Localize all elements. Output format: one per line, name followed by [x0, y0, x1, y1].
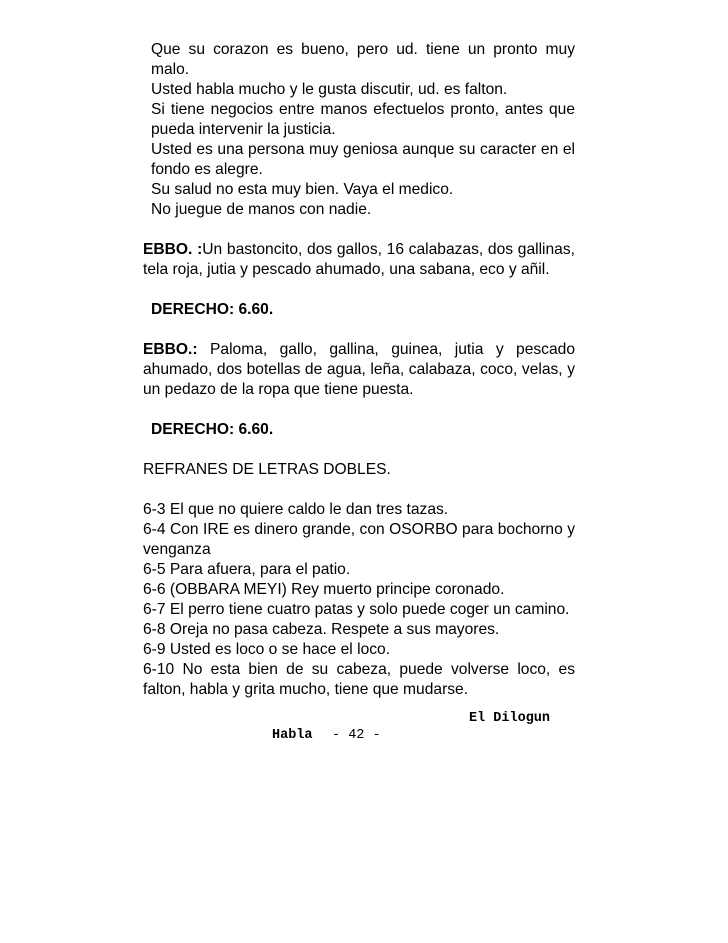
refran-item: 6-10 No esta bien de su cabeza, puede volverse loco, es falton, habla y grita mucho, tiene que mudarse. [143, 661, 575, 698]
ebbo-paragraph [143, 240, 575, 280]
derecho-heading: DERECHO: 6.60. [151, 301, 274, 318]
paragraph: Si tiene negocios entre manos efectuelos pronto, antes que pueda intervenir la justicia. [151, 101, 575, 138]
footer-page-number: - 42 - [332, 728, 381, 743]
refran-item: 6-4 Con IRE es dinero grande, con OSORBO para bochorno y venganza [143, 521, 593, 558]
paragraph: Que su corazon es bueno, pero ud. tiene un pronto muy malo. [151, 41, 575, 78]
spacer [143, 320, 575, 340]
refran-item: 6-3 El que no quiere caldo le dan tres tazas. [143, 501, 449, 518]
refran-item: 6-7 El perro tiene cuatro patas y solo puede coger un camino. [143, 601, 570, 618]
paragraph: Usted habla mucho y le gusta discutir, ud. es falton. [151, 81, 508, 98]
footer-habla: Habla [272, 728, 313, 743]
refran-item: 6-8 Oreja no pasa cabeza. Respete a sus mayores. [143, 621, 500, 638]
refran-item: 6-9 Usted es loco o se hace el loco. [143, 641, 391, 658]
derecho-heading: DERECHO: 6.60. [151, 421, 274, 438]
ebbo-text: Un bastoncito, dos gallos, 16 calabazas, dos gallinas, tela roja, jutia y pescado ahumado, una sabana, eco y añil. [143, 241, 575, 278]
spacer [143, 440, 575, 460]
paragraph: No juegue de manos con nadie. [151, 201, 372, 218]
ebbo-paragraph [143, 340, 575, 400]
page-body [143, 40, 593, 700]
paragraph: Su salud no esta muy bien. Vaya el medico. [151, 181, 454, 198]
refran-item: 6-5 Para afuera, para el patio. [143, 561, 351, 578]
spacer [143, 400, 575, 420]
refran-item: 6-6 (OBBARA MEYI) Rey muerto principe coronado. [143, 581, 505, 598]
spacer [143, 480, 575, 500]
spacer [143, 220, 575, 240]
footer-book-title: El Dilogun [469, 711, 551, 726]
paragraph: Usted es una persona muy geniosa aunque su caracter en el fondo es alegre. [151, 141, 575, 178]
ebbo-text: Paloma, gallo, gallina, guinea, jutia y pescado ahumado, dos botellas de agua, leña, calabaza, coco, velas, y un pedazo de la ropa que tiene puesta. [143, 341, 575, 398]
ebbo-label: EBBO.: [143, 341, 198, 358]
refranes-title: REFRANES DE LETRAS DOBLES. [143, 461, 391, 478]
ebbo-label: EBBO. : [143, 241, 203, 258]
spacer [143, 280, 575, 300]
